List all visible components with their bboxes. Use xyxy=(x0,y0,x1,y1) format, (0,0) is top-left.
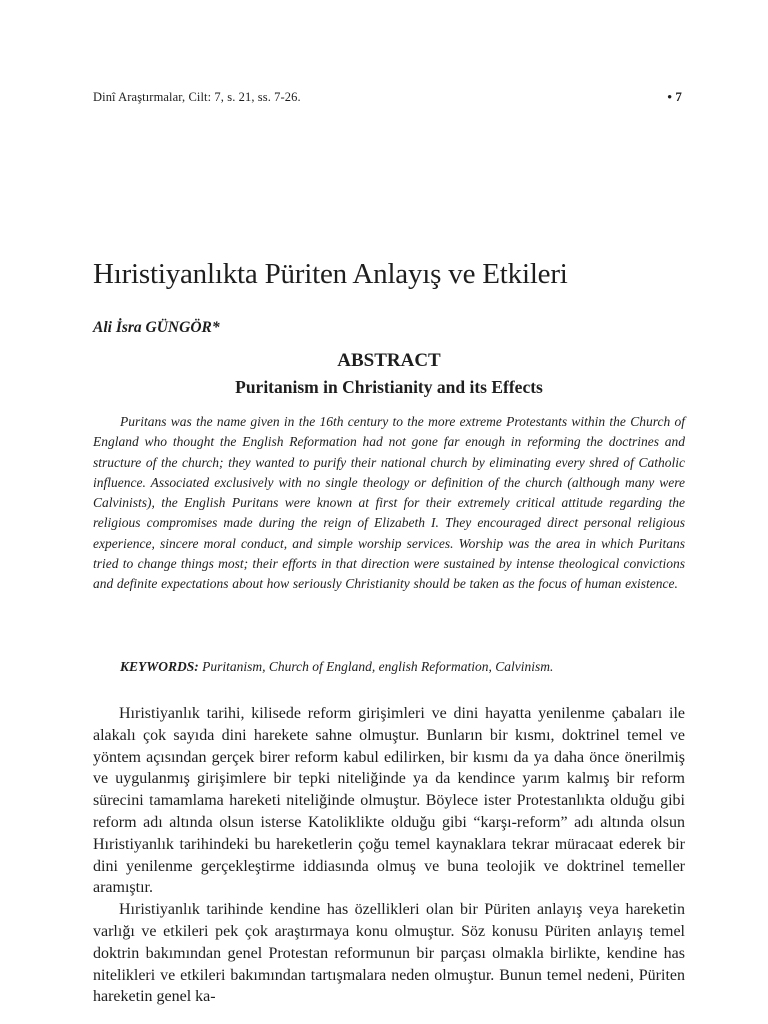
body-text xyxy=(93,703,685,1008)
keywords-label: KEYWORDS: xyxy=(120,659,199,674)
page-number: • 7 xyxy=(667,89,682,104)
abstract-subtitle: Puritanism in Christianity and its Effects xyxy=(235,377,543,397)
running-header xyxy=(93,89,682,105)
body-paragraph: Hıristiyanlık tarihi, kilisede reform girişimleri ve dini hayatta yenilenme çabaları ile alakalı çok sayıda dini harekete sahne olmuştur. Bunların bir kısmı, doktrinel temel ve yöntem açısından gerçek birer reform kabul edilirken, bir kısmı da ya daha önce önerilmiş ve uygulanmış girişimlere bir tepki niteliğinde ya da kendince yarım kalmış bir reform sürecini tamamlama hareketi niteliğinde olmuştur. Böylece ister Protestanlıkta olduğu gibi reform adı altında olsun isterse Katoliklikte olduğu gibi “karşı-reform” adı altında olsun Hıristiyanlık tarihindeki bu hareketlerin çoğu temel kaynaklara tekrar müracaat ederek bir dini yenilenme gerçekleştirme iddiasında olmuş ve buna teolojik ve doktrinel temeller aramıştır. xyxy=(93,705,685,897)
keywords-line xyxy=(120,657,685,677)
abstract-text: Puritans was the name given in the 16th century to the more extreme Protestants within the Church of England who thought the English Reformation had not gone far enough in reforming the doctrines and structure of the church; they wanted to purify their national church by eliminating every shred of Catholic influence. Associated exclusively with no single theology or definition of the church (although many were Calvinists), the English Puritans were known at first for their extremely critical attitude regarding the religious compromises made during the reign of Elizabeth I. They encouraged direct personal religious experience, sincere moral conduct, and simple worship services. Worship was the area in which Puritans tried to change things most; their efforts in that direction were sustained by intense theological convictions and definite expectations about how seriously Christianity should be taken as the focus of human existence. xyxy=(93,414,685,592)
body-paragraph: Hıristiyanlık tarihinde kendine has özellikleri olan bir Püriten anlayış veya hareketin varlığı ve etkileri pek çok araştırmaya konu olmuştur. Söz konusu Püriten anlayış temel doktrin bakımından genel Protestan reformunun bir parçası olmakla birlikte, kendine has nitelikleri ve etkileri bakımından tartışmalara neden olmuştur. Bunun temel nedeni, Püriten hareketin genel ka- xyxy=(93,901,685,1006)
article-title: Hıristiyanlıkta Püriten Anlayış ve Etkileri xyxy=(93,258,568,290)
abstract-heading: ABSTRACT xyxy=(337,350,441,371)
journal-reference: Dinî Araştırmalar, Cilt: 7, s. 21, ss. 7-26. xyxy=(93,90,301,104)
keywords-values: Puritanism, Church of England, english Reformation, Calvinism. xyxy=(202,659,554,674)
author-name: Ali İsra GÜNGÖR* xyxy=(93,319,220,336)
